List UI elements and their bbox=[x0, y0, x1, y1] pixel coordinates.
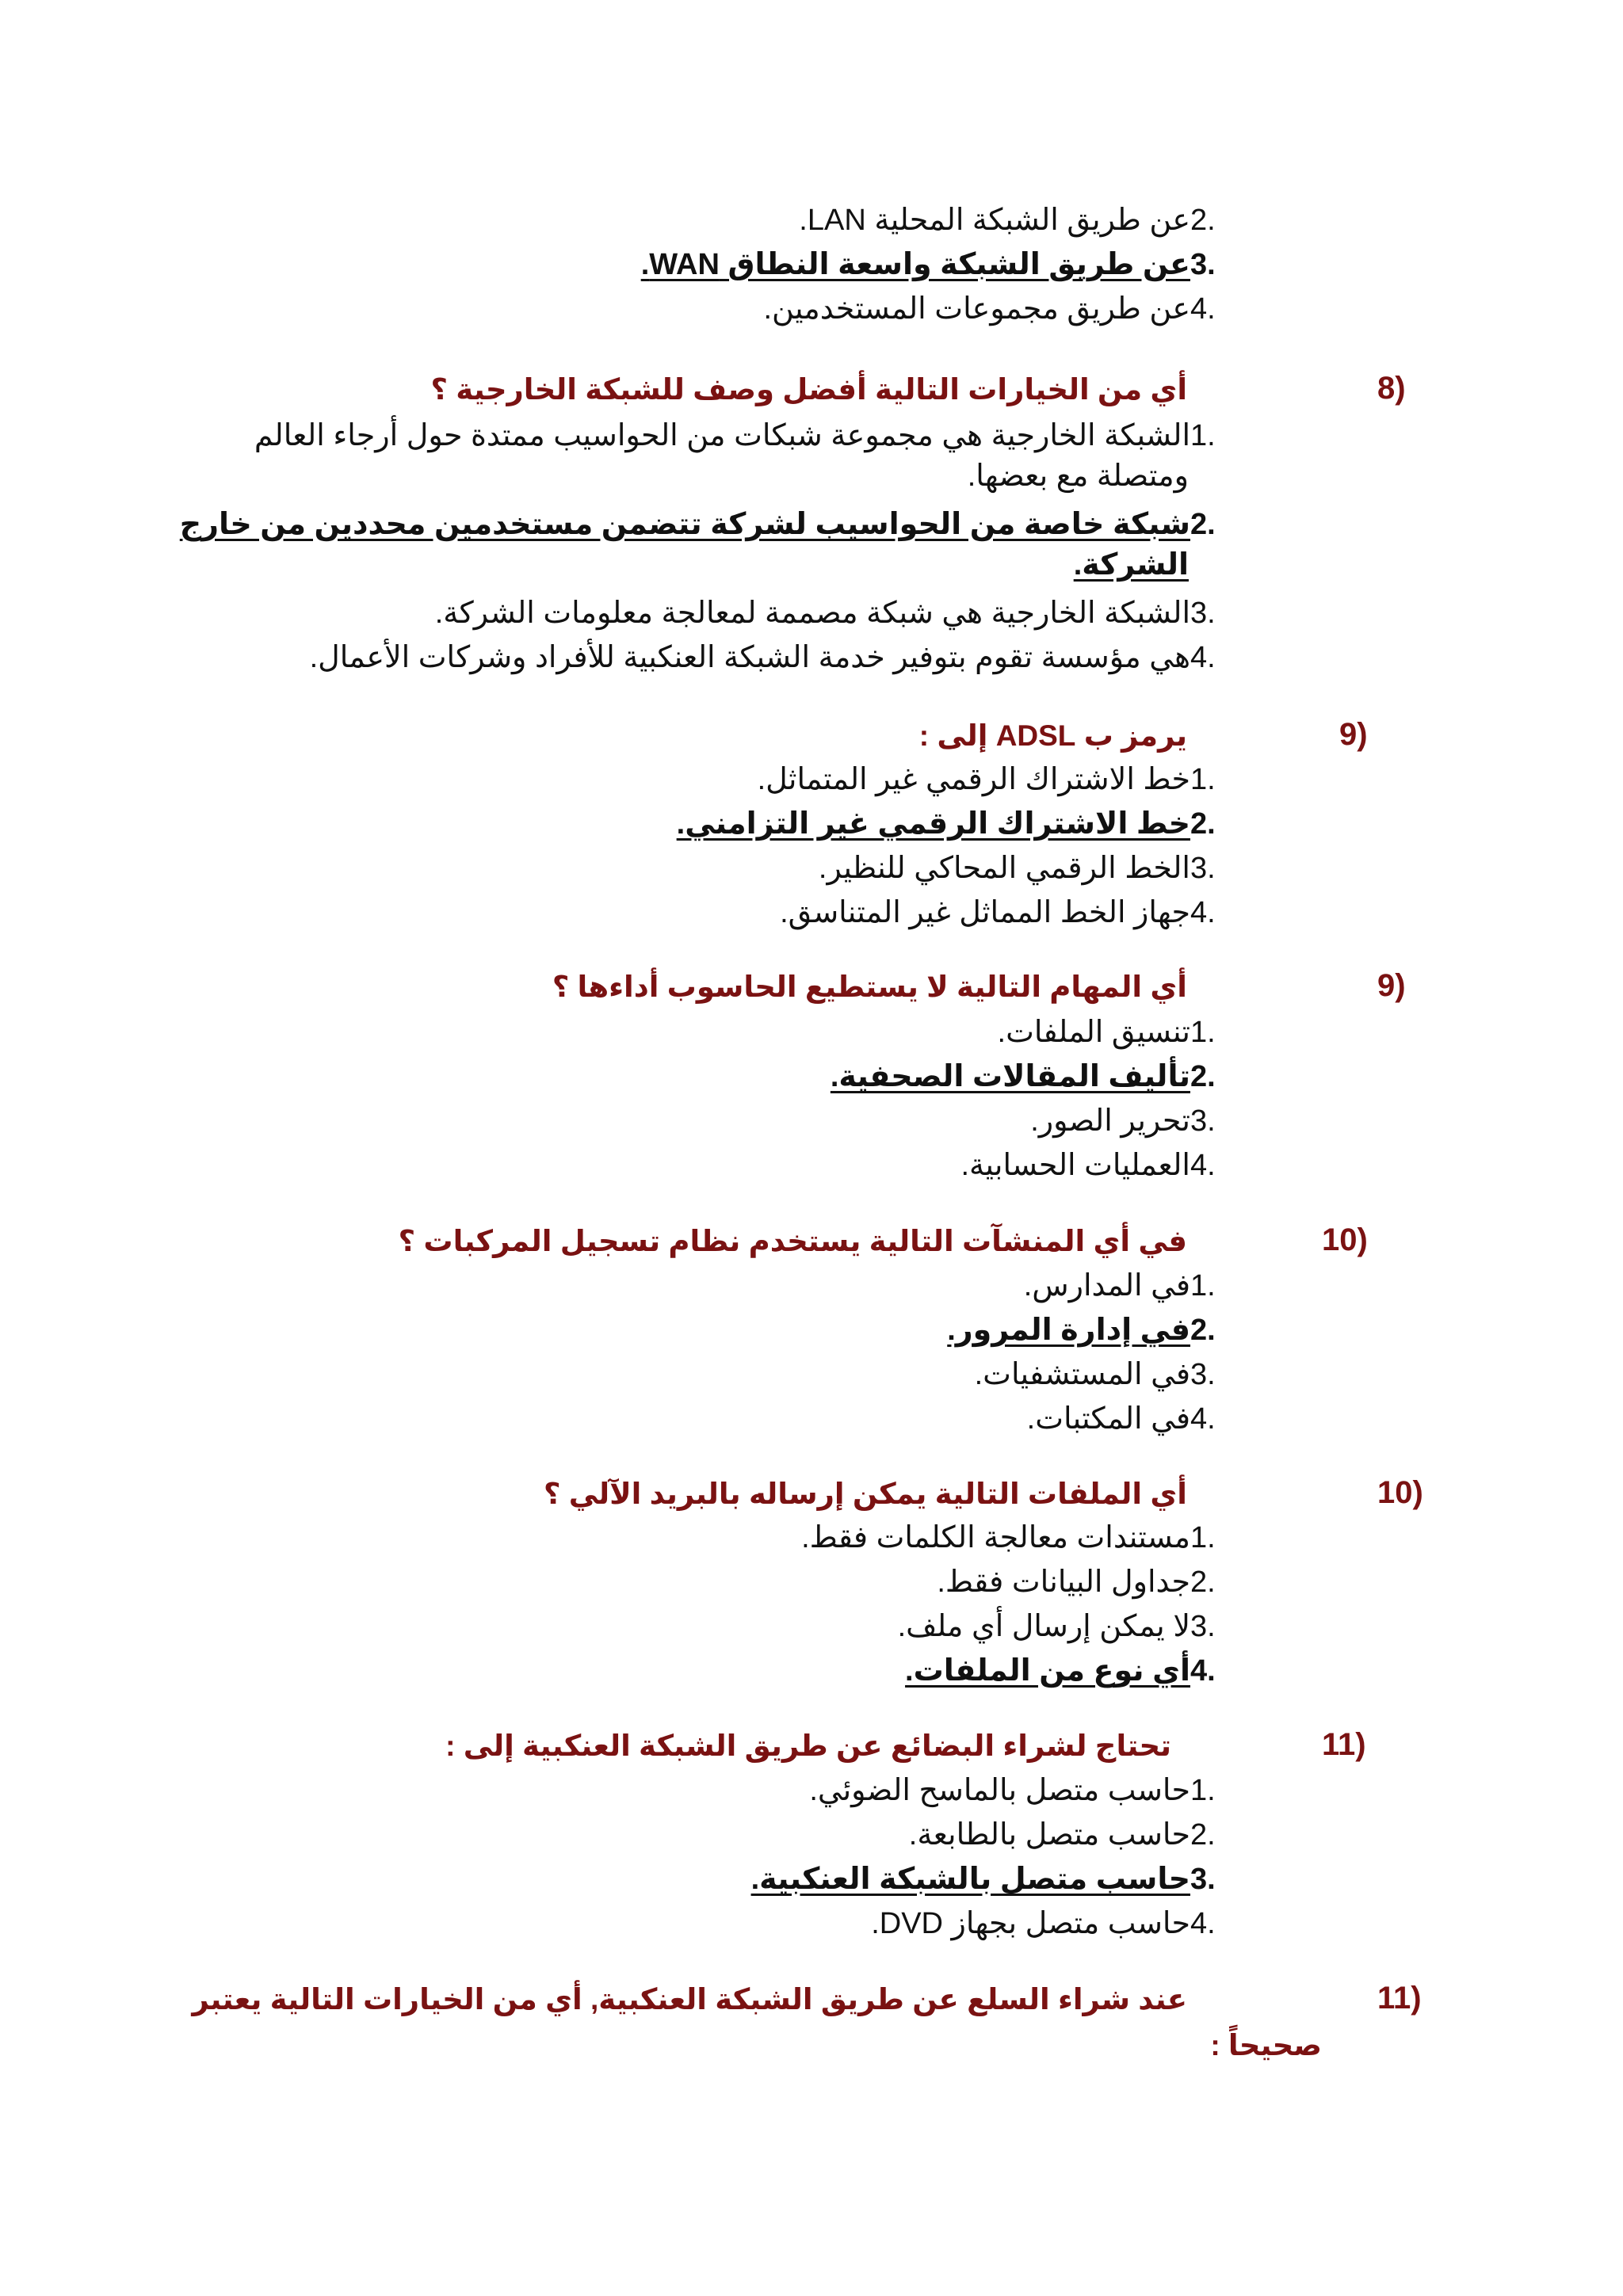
question-text: في أي المنشآت التالية يستخدم نظام تسجيل المركبات ؟ bbox=[398, 1225, 1187, 1257]
q8-option-2-correct: 2.شبكة خاصة من الحواسيب لشركة تتضمن مستخدمين محددين من خارج bbox=[179, 508, 1216, 541]
q10a-option-3: 3.في المستشفيات. bbox=[974, 1358, 1216, 1391]
question-text: عند شراء السلع عن طريق الشبكة العنكبية, أي من الخيارات التالية يعتبر bbox=[192, 1983, 1187, 2016]
q10a-option-2-correct: 2.في إدارة المرور. bbox=[947, 1314, 1216, 1347]
q8-option-1: 1.الشبكة الخارجية هي مجموعة شبكات من الحواسيب ممتدة حول أرجاء العالم bbox=[254, 419, 1216, 452]
q10b-option-2: 2.جداول البيانات فقط. bbox=[937, 1566, 1216, 1599]
question-text: يرمز ب ADSL إلى : bbox=[918, 719, 1187, 752]
question-number: 9) bbox=[1339, 717, 1368, 752]
question-number: 9) bbox=[1377, 968, 1406, 1003]
q11a-option-2: 2.حاسب متصل بالطابعة. bbox=[908, 1818, 1216, 1852]
q7-option-3-correct: 3.عن طريق الشبكة واسعة النطاق WAN. bbox=[640, 248, 1216, 281]
question-text: أي المهام التالية لا يستطيع الحاسوب أداءها ؟ bbox=[552, 971, 1187, 1003]
q9b-option-2-correct: 2.تأليف المقالات الصحفية. bbox=[830, 1060, 1216, 1093]
q10b-option-3: 3.لا يمكن إرسال أي ملف. bbox=[897, 1610, 1216, 1643]
q7-option-2: 2.عن طريق الشبكة المحلية LAN. bbox=[799, 204, 1216, 237]
q8-option-4: 4.هي مؤسسة تقوم بتوفير خدمة الشبكة العنكبية للأفراد وشركات الأعمال. bbox=[309, 641, 1216, 674]
question-text-continuation: صحيحاً : bbox=[1210, 2029, 1322, 2061]
q10a-option-1: 1.في المدارس. bbox=[1023, 1269, 1216, 1302]
q11a-option-3-correct: 3.حاسب متصل بالشبكة العنكبية. bbox=[750, 1863, 1216, 1896]
q9a-option-2-correct: 2.خط الاشتراك الرقمي غير التزامني. bbox=[676, 807, 1216, 841]
q9b-option-1: 1.تنسيق الملفات. bbox=[997, 1016, 1216, 1049]
q10b-option-1: 1.مستندات معالجة الكلمات فقط. bbox=[801, 1521, 1216, 1554]
q8-option-2-continuation: الشركة. bbox=[1073, 548, 1189, 582]
question-number: 11) bbox=[1377, 1981, 1422, 2016]
q8-option-3: 3.الشبكة الخارجية هي شبكة مصممة لمعالجة معلومات الشركة. bbox=[434, 597, 1216, 630]
q9b-option-3: 3.تحرير الصور. bbox=[1030, 1104, 1216, 1138]
q11a-option-4: 4.حاسب متصل بجهاز DVD. bbox=[871, 1907, 1216, 1940]
question-text: تحتاج لشراء البضائع عن طريق الشبكة العنكبية إلى : bbox=[445, 1730, 1171, 1762]
question-number: 11) bbox=[1322, 1727, 1366, 1762]
q9a-option-3: 3.الخط الرقمي المحاكي للنظير. bbox=[818, 852, 1216, 885]
q7-option-4: 4.عن طريق مجموعات المستخدمين. bbox=[763, 292, 1216, 326]
q9a-option-1: 1.خط الاشتراك الرقمي غير المتماثل. bbox=[757, 763, 1216, 796]
question-number: 10) bbox=[1322, 1222, 1368, 1257]
q10a-option-4: 4.في المكتبات. bbox=[1026, 1402, 1216, 1436]
q8-option-1-continuation: ومتصلة مع بعضها. bbox=[967, 460, 1189, 493]
q11a-option-1: 1.حاسب متصل بالماسح الضوئي. bbox=[809, 1774, 1216, 1807]
q9b-option-4: 4.العمليات الحسابية. bbox=[960, 1149, 1216, 1182]
question-text: أي الملفات التالية يمكن إرساله بالبريد الآلي ؟ bbox=[544, 1478, 1187, 1510]
q10b-option-4-correct: 4.أي نوع من الملفات. bbox=[905, 1654, 1216, 1688]
question-number: 8) bbox=[1377, 371, 1406, 406]
question-number: 10) bbox=[1377, 1475, 1423, 1510]
q9a-option-4: 4.جهاز الخط المماثل غير المتناسق. bbox=[780, 896, 1216, 929]
question-text: أي من الخيارات التالية أفضل وصف للشبكة الخارجية ؟ bbox=[430, 373, 1187, 406]
